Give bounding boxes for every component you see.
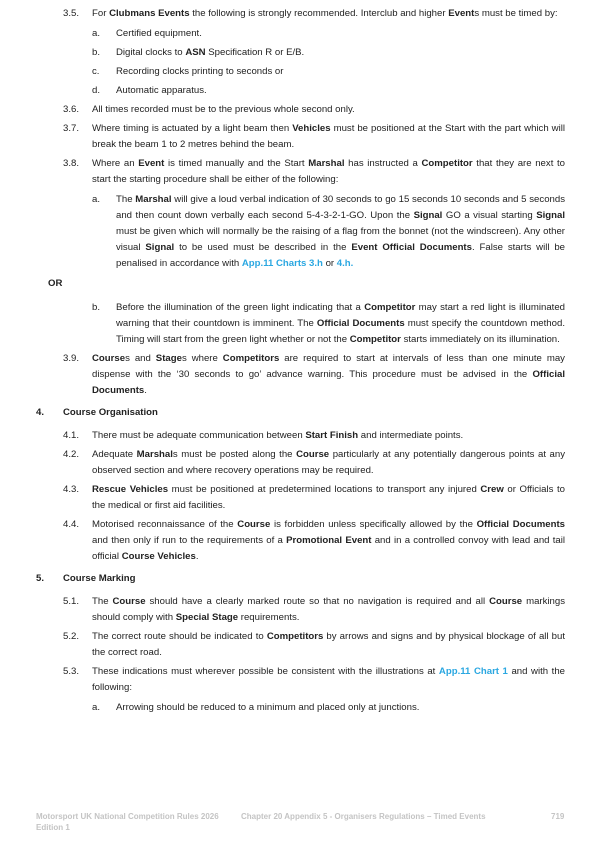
paragraph xyxy=(92,629,565,661)
text: Adequate xyxy=(92,449,137,460)
list-item xyxy=(0,6,600,22)
paragraph xyxy=(92,156,565,188)
paragraph xyxy=(116,700,565,716)
paragraph xyxy=(92,121,565,153)
text: These indications must wherever possible be consistent with the illustrations at xyxy=(92,666,439,677)
text: is forbidden unless specifically allowed by the xyxy=(270,519,477,530)
text: There must be adequate communication between xyxy=(92,430,306,441)
section-heading xyxy=(63,571,565,587)
footer-edition: Edition 1 xyxy=(36,823,70,832)
list-item xyxy=(0,629,600,661)
paragraph xyxy=(116,45,565,61)
appendix-link[interactable]: App.11 Chart 1 xyxy=(438,666,508,677)
text: Recording clocks printing to seconds or xyxy=(116,66,284,77)
paragraph xyxy=(92,6,565,22)
item-number: 5.3. xyxy=(63,666,80,677)
text: and in a controlled convoy with lead and tail official xyxy=(92,535,565,562)
item-number: d. xyxy=(92,85,101,96)
text: Where timing is actuated by a light beam then xyxy=(92,123,293,134)
text: . xyxy=(195,551,199,562)
list-item xyxy=(0,102,600,118)
item-number: 3.9. xyxy=(63,353,80,364)
text: Before the illumination of the green light indicating that a xyxy=(116,302,365,313)
footer-page-number: 719 xyxy=(551,812,565,821)
defined-term: Special Stage xyxy=(175,612,239,623)
list-item xyxy=(0,482,600,514)
defined-term: Marshal xyxy=(308,158,345,169)
defined-term: Course xyxy=(112,596,146,607)
text: The correct route should be indicated to xyxy=(92,631,267,642)
text: must be positioned at the Start with the part which will break the beam 1 to 2 metres behind the beam. xyxy=(92,123,565,150)
defined-term: Course xyxy=(489,596,523,607)
item-number: b. xyxy=(92,47,101,58)
paragraph xyxy=(116,192,565,272)
defined-term: Course xyxy=(237,519,271,530)
defined-term: Course xyxy=(296,449,330,460)
defined-term: Official Documents xyxy=(316,318,405,329)
paragraph xyxy=(92,664,565,696)
text: s must be posted along the xyxy=(172,449,297,460)
defined-term: Course Marking xyxy=(63,573,136,584)
appendix-link[interactable]: 4.h. xyxy=(336,258,354,269)
item-number: a. xyxy=(92,194,101,205)
defined-term: Course Vehicles xyxy=(121,551,196,562)
text: The xyxy=(116,194,136,205)
list-item xyxy=(0,351,600,399)
paragraph xyxy=(48,276,565,292)
defined-term: Crew xyxy=(480,484,504,495)
footer-rules-title: Motorsport UK National Competition Rules 2026 xyxy=(36,812,219,821)
defined-term: Competitor xyxy=(349,334,401,345)
defined-term: Event xyxy=(448,8,475,19)
text: or xyxy=(322,258,337,269)
defined-term: Signal xyxy=(413,210,443,221)
text: has instructed a xyxy=(344,158,422,169)
paragraph xyxy=(92,102,565,118)
text: particularly at any potentially dangerous points at any observed section and where recovery operations may be required. xyxy=(92,449,565,476)
text: The xyxy=(92,596,113,607)
defined-term: Competitors xyxy=(222,353,280,364)
list-item xyxy=(0,64,600,80)
item-number: 3.8. xyxy=(63,158,80,169)
text: that they are next to start the starting procedure shall be either of the following: xyxy=(92,158,566,185)
paragraph xyxy=(116,64,565,80)
defined-term: Competitor xyxy=(364,302,416,313)
text: starts immediately on its illumination. xyxy=(400,334,560,345)
text: Specification R or E/B. xyxy=(205,47,305,58)
defined-term: Official Documents xyxy=(476,519,565,530)
text: are required to start at intervals of less than one minute may dispense with the ‘30 seconds to go’ advance warning. This procedure must be advised in the xyxy=(92,353,565,380)
item-number: a. xyxy=(92,28,101,39)
defined-term: Signal xyxy=(145,242,175,253)
paragraph xyxy=(116,26,565,42)
footer-chapter: Chapter 20 Appendix 5 - Organisers Regulations – Timed Events xyxy=(241,812,486,821)
appendix-link[interactable]: App.11 Charts 3.h xyxy=(241,258,323,269)
text: GO a visual starting xyxy=(442,210,537,221)
text: may start a red light is illuminated warning that their countdown is imminent. The xyxy=(116,302,565,329)
text: s must be timed by: xyxy=(474,8,558,19)
defined-term: Promotional Event xyxy=(286,535,372,546)
text: and then only if run to the requirements of a xyxy=(92,535,287,546)
defined-term: Competitors xyxy=(266,631,324,642)
item-number: a. xyxy=(92,702,101,713)
section xyxy=(0,571,600,587)
item-number: 4. xyxy=(36,407,45,418)
list-item xyxy=(0,517,600,565)
defined-term: ASN xyxy=(185,47,206,58)
item-number: c. xyxy=(92,66,100,77)
paragraph xyxy=(116,83,565,99)
text: For xyxy=(92,8,110,19)
list-item xyxy=(0,45,600,61)
section xyxy=(0,405,600,421)
text: Arrowing should be reduced to a minimum and placed only at junctions. xyxy=(116,702,420,713)
list-item xyxy=(0,700,600,716)
text: . False starts will be penalised in accordance with xyxy=(116,242,566,269)
paragraph xyxy=(92,594,565,626)
text: and intermediate points. xyxy=(358,430,464,441)
document-body xyxy=(0,6,600,719)
paragraph xyxy=(92,351,565,399)
item-number: 4.4. xyxy=(63,519,80,530)
paragraph xyxy=(92,517,565,565)
text: . xyxy=(144,385,147,396)
text: to be used must be described in the xyxy=(174,242,352,253)
defined-term: Stage xyxy=(155,353,182,364)
paragraph xyxy=(116,300,565,348)
item-number: 5.1. xyxy=(63,596,80,607)
paragraph xyxy=(92,428,565,444)
text: Where an xyxy=(92,158,139,169)
paragraph xyxy=(92,447,565,479)
defined-term: Vehicles xyxy=(292,123,331,134)
paragraph xyxy=(92,482,565,514)
list-item xyxy=(0,300,600,348)
list-item xyxy=(0,192,600,272)
defined-term: Course Organisation xyxy=(63,407,158,418)
text: is timed manually and the Start xyxy=(164,158,309,169)
defined-term: Marshal xyxy=(135,194,172,205)
item-number: b. xyxy=(92,302,101,313)
defined-term: Rescue Vehicles xyxy=(92,484,169,495)
text: s where xyxy=(181,353,223,364)
item-number: 5.2. xyxy=(63,631,80,642)
defined-term: Course xyxy=(92,353,126,364)
text: must be given which will normally be the raising of a flag from the bonnet (not the windscreen). Any other visual xyxy=(116,226,565,253)
section-heading xyxy=(63,405,565,421)
list-item xyxy=(0,26,600,42)
item-number: 3.7. xyxy=(63,123,80,134)
text: Motorised reconnaissance of the xyxy=(92,519,238,530)
text: will give a loud verbal indication of 30 seconds to go 15 seconds 10 seconds and 5 seconds and then count down verbally each second 5-4-3-2-1-GO. Upon the xyxy=(116,194,565,221)
list-item xyxy=(0,156,600,188)
defined-term: Signal xyxy=(536,210,565,221)
text: the following is strongly recommended. Interclub and higher xyxy=(189,8,449,19)
text: requirements. xyxy=(238,612,300,623)
text: or Officials to the medical or first aid facilities. xyxy=(92,484,565,511)
text: Digital clocks to xyxy=(116,47,186,58)
text: Automatic apparatus. xyxy=(116,85,207,96)
item-number: 4.1. xyxy=(63,430,80,441)
list-item xyxy=(0,664,600,696)
item-number: 5. xyxy=(36,573,45,584)
item-number: 3.5. xyxy=(63,8,80,19)
item-number: 3.6. xyxy=(63,104,80,115)
list-item xyxy=(0,83,600,99)
defined-term: Clubmans Events xyxy=(109,8,190,19)
defined-term: Event xyxy=(138,158,165,169)
list-item xyxy=(0,447,600,479)
item-number: 4.2. xyxy=(63,449,80,460)
defined-term: Start Finish xyxy=(305,430,359,441)
text: must be positioned at predetermined locations to transport any injured xyxy=(168,484,481,495)
defined-term: Event Official Documents xyxy=(351,242,472,253)
text: must specify the countdown method. Timing will start from the green light whether or not the xyxy=(116,318,565,345)
list-item xyxy=(0,428,600,444)
text: and with the following: xyxy=(92,666,566,693)
text: markings should comply with xyxy=(92,596,565,623)
defined-term: Marshal xyxy=(136,449,173,460)
list-item xyxy=(0,594,600,626)
footer-title xyxy=(36,811,219,833)
text: All times recorded must be to the previous whole second only. xyxy=(92,104,355,115)
list-item xyxy=(0,276,600,292)
list-item xyxy=(0,121,600,153)
defined-term: Official Documents xyxy=(92,369,565,396)
text: by arrows and signs and by physical blockage of all but the correct road. xyxy=(92,631,565,658)
text: should have a clearly marked route so that no navigation is required and all xyxy=(145,596,490,607)
text: s and xyxy=(125,353,156,364)
defined-term: Competitor xyxy=(421,158,473,169)
text: Certified equipment. xyxy=(116,28,202,39)
defined-term: OR xyxy=(48,278,63,289)
item-number: 4.3. xyxy=(63,484,80,495)
